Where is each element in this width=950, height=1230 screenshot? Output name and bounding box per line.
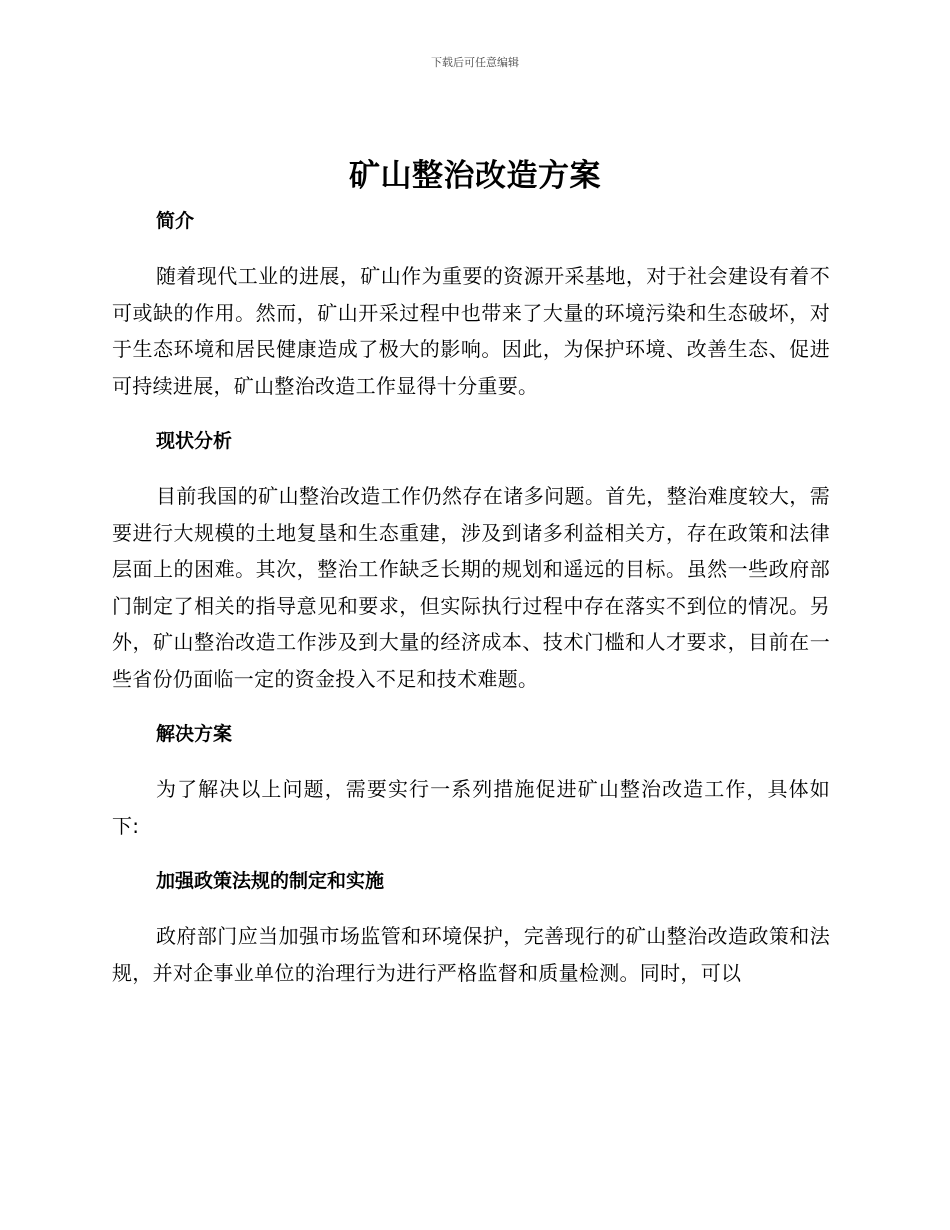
section-paragraph-solution: 为了解决以上问题，需要实行一系列措施促进矿山整治改造工作，具体如下: — [112, 777, 830, 838]
header-note: 下载后可任意编辑 — [431, 56, 519, 69]
section-paragraph-intro: 随着现代工业的进展，矿山作为重要的资源开采基地，对于社会建设有着不可或缺的作用。然而，矿山开采过程中也带来了大量的环境污染和生态破坏，对于生态环境和居民健康造成了极大的影响。因此，为保护环境、改善生态、促进可持续进展，矿山整治改造工作显得十分重要。 — [112, 264, 830, 398]
document-body — [112, 203, 830, 991]
document-title: 矿山整治改造方案 — [349, 158, 601, 194]
section-heading-intro: 简介 — [156, 210, 195, 232]
section-heading-policy: 加强政策法规的制定和实施 — [156, 870, 385, 892]
section-paragraph-status: 目前我国的矿山整治改造工作仍然存在诸多问题。首先，整治难度较大，需要进行大规模的土地复垦和生态重建，涉及到诸多利益相关方，存在政策和法律层面上的困难。其次，整治工作缺乏长期的规划和遥远的目标。虽然一些政府部门制定了相关的指导意见和要求，但实际执行过程中存在落实不到位的情况。另外，矿山整治改造工作涉及到大量的经济成本、技术门槛和人才要求，目前在一些省份仍面临一定的资金投入不足和技术难题。 — [112, 484, 830, 691]
section-heading-status: 现状分析 — [156, 430, 233, 452]
section-heading-solution: 解决方案 — [156, 723, 233, 745]
section-paragraph-policy: 政府部门应当加强市场监管和环境保护，完善现行的矿山整治改造政策和法规，并对企事业单位的治理行为进行严格监督和质量检测。同时，可以 — [112, 924, 830, 985]
